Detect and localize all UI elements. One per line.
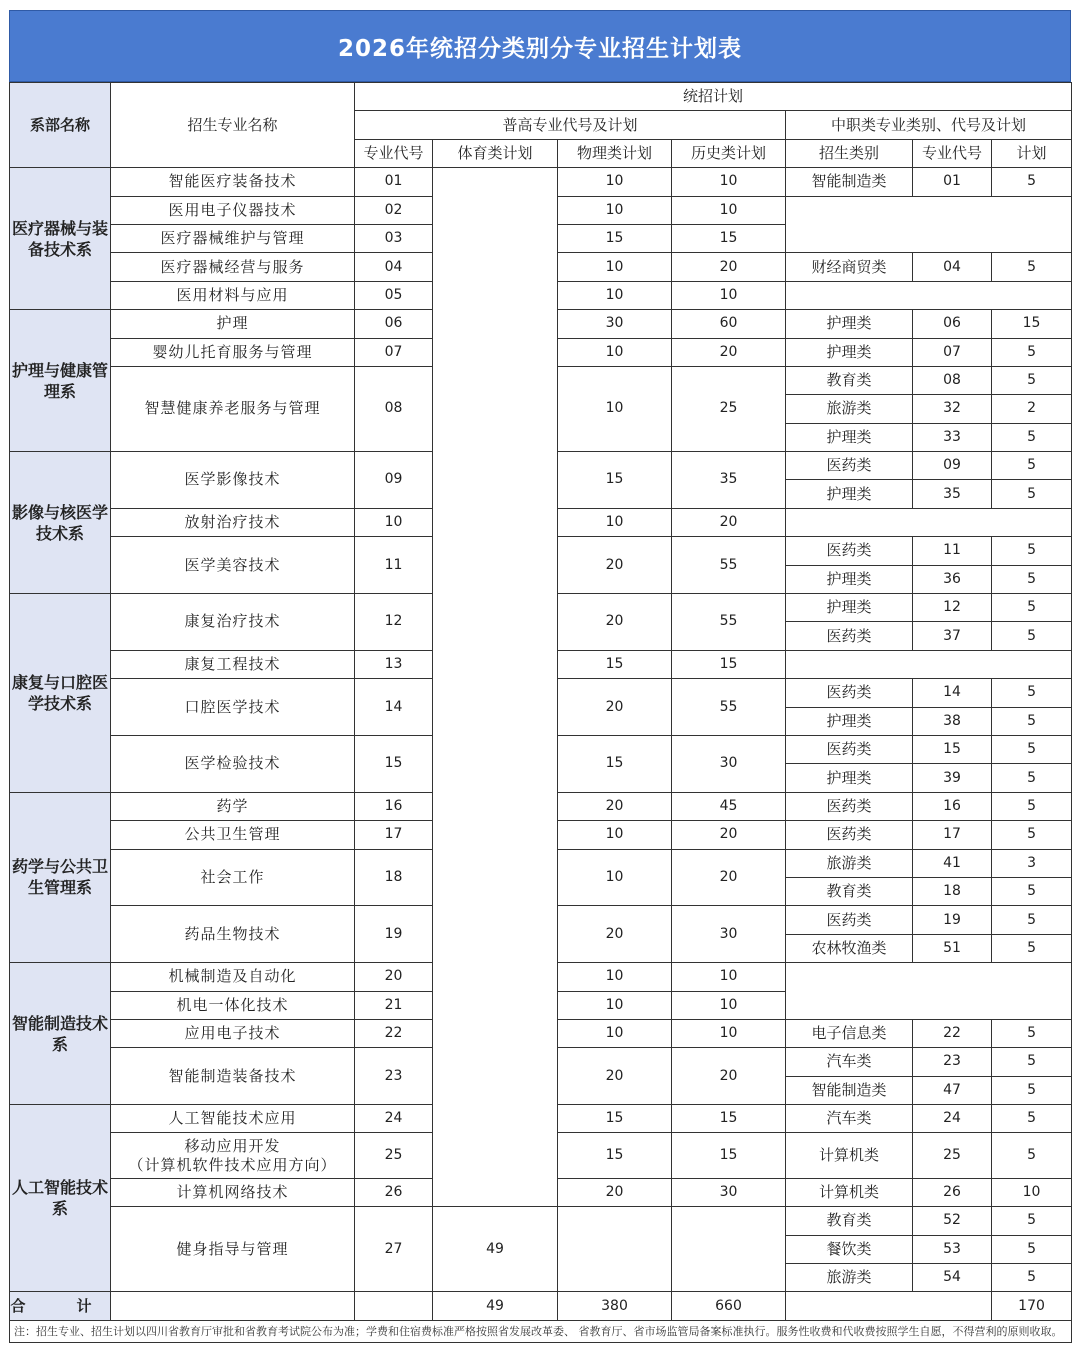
vocational-category: 教育类 — [786, 1207, 913, 1235]
header-dept: 系部名称 — [10, 83, 111, 168]
dept-name: 智能制造技术系 — [10, 963, 111, 1105]
history-plan: 55 — [672, 594, 786, 651]
history-plan: 20 — [672, 253, 786, 281]
physics-plan: 10 — [558, 821, 672, 849]
major-name — [111, 1105, 355, 1133]
major-name — [111, 849, 355, 906]
history-plan: 20 — [672, 849, 786, 906]
major-code: 05 — [355, 281, 433, 309]
vocational-plan: 5 — [992, 537, 1072, 565]
history-plan: 20 — [672, 1048, 786, 1105]
major-code: 22 — [355, 1019, 433, 1047]
totals-label: 合 计 — [10, 1292, 111, 1320]
vocational-plan: 3 — [992, 849, 1072, 877]
major-code: 20 — [355, 963, 433, 991]
totals-voc-blank — [786, 1292, 992, 1320]
major-code: 17 — [355, 821, 433, 849]
header-vcode: 专业代号 — [913, 139, 992, 167]
major-name-text: 护理 — [216, 314, 249, 333]
header-plan: 统招计划 — [355, 83, 1072, 111]
major-code: 16 — [355, 792, 433, 820]
vocational-plan: 5 — [992, 253, 1072, 281]
vocational-plan: 5 — [992, 707, 1072, 735]
vocational-category: 医药类 — [786, 821, 913, 849]
physics-plan: 10 — [558, 196, 672, 224]
history-plan: 10 — [672, 168, 786, 196]
major-name-text: 医用电子仪器技术 — [168, 200, 297, 219]
major-code: 04 — [355, 253, 433, 281]
physics-plan: 10 — [558, 849, 672, 906]
vocational-category: 教育类 — [786, 366, 913, 394]
physics-plan: 10 — [558, 963, 672, 991]
vocational-plan: 2 — [992, 395, 1072, 423]
vocational-category: 计算机类 — [786, 1178, 913, 1206]
major-name — [111, 792, 355, 820]
vocational-blank — [786, 963, 1072, 1020]
major-code: 23 — [355, 1048, 433, 1105]
major-name-text: 应用电子技术 — [184, 1024, 281, 1043]
vocational-plan: 5 — [992, 168, 1072, 196]
physics-plan: 20 — [558, 1048, 672, 1105]
header-general: 普高专业代号及计划 — [355, 111, 786, 139]
vocational-code: 16 — [913, 792, 992, 820]
dept-name: 医疗器械与装备技术系 — [10, 168, 111, 310]
major-name-text: 移动应用开发 — [184, 1136, 281, 1155]
vocational-code: 36 — [913, 565, 992, 593]
enrollment-plan-table — [9, 82, 1071, 1343]
vocational-plan: 15 — [992, 310, 1072, 338]
major-name — [111, 1207, 355, 1292]
sports-plan: 49 — [433, 1207, 558, 1292]
history-plan: 20 — [672, 338, 786, 366]
totals-row — [10, 1292, 1072, 1320]
major-name-text: 药学 — [216, 796, 249, 815]
vocational-code: 53 — [913, 1235, 992, 1263]
vocational-plan: 5 — [992, 934, 1072, 962]
dept-name: 人工智能技术系 — [10, 1105, 111, 1292]
vocational-plan: 5 — [992, 622, 1072, 650]
major-code: 12 — [355, 594, 433, 651]
vocational-code: 04 — [913, 253, 992, 281]
major-name-text: 智能制造装备技术 — [168, 1066, 297, 1085]
major-code: 09 — [355, 452, 433, 509]
physics-plan: 10 — [558, 1019, 672, 1047]
history-plan: 60 — [672, 310, 786, 338]
history-plan: 25 — [672, 366, 786, 451]
header-category: 招生类别 — [786, 139, 913, 167]
totals-code-blank — [355, 1292, 433, 1320]
history-plan: 15 — [672, 650, 786, 678]
major-name-text: 放射治疗技术 — [184, 513, 281, 532]
major-name — [111, 196, 355, 224]
vocational-code: 15 — [913, 735, 992, 763]
major-code: 18 — [355, 849, 433, 906]
sports-plan-blank — [433, 168, 558, 1207]
vocational-plan: 5 — [992, 423, 1072, 451]
vocational-category: 医药类 — [786, 679, 913, 707]
vocational-category: 医药类 — [786, 537, 913, 565]
vocational-category: 护理类 — [786, 310, 913, 338]
history-plan: 10 — [672, 1019, 786, 1047]
major-code: 25 — [355, 1133, 433, 1178]
major-name-text: 医用材料与应用 — [176, 285, 289, 304]
major-name-text: 医学影像技术 — [184, 470, 281, 489]
physics-plan: 15 — [558, 650, 672, 678]
totals-vplan: 170 — [992, 1292, 1072, 1320]
major-name-text: 计算机网络技术 — [176, 1183, 289, 1202]
major-name — [111, 253, 355, 281]
vocational-plan: 5 — [992, 679, 1072, 707]
major-name-text: 机电一体化技术 — [176, 995, 289, 1014]
vocational-plan: 5 — [992, 1133, 1072, 1178]
header-code: 专业代号 — [355, 139, 433, 167]
vocational-plan: 5 — [992, 366, 1072, 394]
vocational-code: 41 — [913, 849, 992, 877]
footnote: 注：招生专业、招生计划以四川省教育厅审批和省教育考试院公布为准；学费和住宿费标准严格按照省发展改革委、 省教育厅、省市场监管局备案标准执行。服务性收费和代收费按照学生自愿，不得营利的原则收取。 — [10, 1320, 1072, 1342]
vocational-code: 18 — [913, 877, 992, 905]
major-name — [111, 452, 355, 509]
major-name-text: 医学检验技术 — [184, 754, 281, 773]
history-plan: 30 — [672, 906, 786, 963]
major-name-text: 智能医疗装备技术 — [168, 172, 297, 191]
vocational-plan: 10 — [992, 1178, 1072, 1206]
history-plan: 10 — [672, 196, 786, 224]
major-name-text: 社会工作 — [200, 867, 265, 886]
physics-plan: 30 — [558, 310, 672, 338]
physics-plan: 10 — [558, 508, 672, 536]
major-name — [111, 963, 355, 991]
major-code: 11 — [355, 537, 433, 594]
vocational-code: 24 — [913, 1105, 992, 1133]
vocational-category: 旅游类 — [786, 395, 913, 423]
header-physics: 物理类计划 — [558, 139, 672, 167]
major-name-text: 机械制造及自动化 — [168, 967, 297, 986]
vocational-category: 护理类 — [786, 338, 913, 366]
vocational-category: 护理类 — [786, 565, 913, 593]
vocational-code: 26 — [913, 1178, 992, 1206]
history-plan: 30 — [672, 1178, 786, 1206]
history-plan: 55 — [672, 537, 786, 594]
header-vocational: 中职类专业类别、代号及计划 — [786, 111, 1072, 139]
physics-plan: 20 — [558, 537, 672, 594]
major-name — [111, 1178, 355, 1206]
vocational-category: 计算机类 — [786, 1133, 913, 1178]
history-plan: 35 — [672, 452, 786, 509]
table-row — [10, 168, 1072, 196]
vocational-code: 14 — [913, 679, 992, 707]
major-name — [111, 1019, 355, 1047]
vocational-code: 08 — [913, 366, 992, 394]
physics-plan: 20 — [558, 679, 672, 736]
major-code: 19 — [355, 906, 433, 963]
major-code: 27 — [355, 1207, 433, 1292]
major-name — [111, 906, 355, 963]
vocational-plan: 5 — [992, 906, 1072, 934]
vocational-category: 财经商贸类 — [786, 253, 913, 281]
history-plan: 30 — [672, 735, 786, 792]
major-name — [111, 168, 355, 196]
header-vplan: 计划 — [992, 139, 1072, 167]
vocational-code: 23 — [913, 1048, 992, 1076]
major-code: 14 — [355, 679, 433, 736]
vocational-blank — [786, 650, 1072, 678]
vocational-category: 农林牧渔类 — [786, 934, 913, 962]
major-code: 26 — [355, 1178, 433, 1206]
vocational-code: 47 — [913, 1076, 992, 1104]
major-name-text: 公共卫生管理 — [184, 825, 281, 844]
physics-plan: 10 — [558, 366, 672, 451]
vocational-code: 17 — [913, 821, 992, 849]
physics-plan: 20 — [558, 792, 672, 820]
major-name — [111, 537, 355, 594]
history-plan: 20 — [672, 508, 786, 536]
vocational-plan: 5 — [992, 764, 1072, 792]
history-plan: 15 — [672, 224, 786, 252]
major-name — [111, 224, 355, 252]
vocational-code: 12 — [913, 594, 992, 622]
history-plan: 55 — [672, 679, 786, 736]
major-code: 24 — [355, 1105, 433, 1133]
major-name — [111, 1048, 355, 1105]
vocational-blank — [786, 281, 1072, 309]
history-plan: 15 — [672, 1105, 786, 1133]
major-code: 06 — [355, 310, 433, 338]
major-name-text: 医疗器械经营与服务 — [160, 257, 305, 276]
major-name-subtitle: （计算机软件技术应用方向） — [128, 1155, 337, 1174]
major-code: 07 — [355, 338, 433, 366]
vocational-plan: 5 — [992, 1048, 1072, 1076]
vocational-plan: 5 — [992, 1207, 1072, 1235]
major-name — [111, 338, 355, 366]
history-plan — [672, 1207, 786, 1292]
vocational-plan: 5 — [992, 594, 1072, 622]
major-name — [111, 1133, 355, 1178]
header-sports: 体育类计划 — [433, 139, 558, 167]
major-name — [111, 650, 355, 678]
vocational-code: 33 — [913, 423, 992, 451]
vocational-category: 护理类 — [786, 764, 913, 792]
vocational-plan: 5 — [992, 792, 1072, 820]
physics-plan — [558, 1207, 672, 1292]
major-code: 21 — [355, 991, 433, 1019]
major-code: 15 — [355, 735, 433, 792]
major-name-text: 医学美容技术 — [184, 555, 281, 574]
vocational-code: 19 — [913, 906, 992, 934]
major-code: 03 — [355, 224, 433, 252]
history-plan: 20 — [672, 821, 786, 849]
vocational-code: 07 — [913, 338, 992, 366]
vocational-code: 09 — [913, 452, 992, 480]
vocational-category: 医药类 — [786, 622, 913, 650]
major-name — [111, 991, 355, 1019]
history-plan: 15 — [672, 1133, 786, 1178]
vocational-code: 54 — [913, 1264, 992, 1292]
vocational-code: 35 — [913, 480, 992, 508]
vocational-category: 护理类 — [786, 594, 913, 622]
vocational-category: 智能制造类 — [786, 1076, 913, 1104]
vocational-plan: 5 — [992, 877, 1072, 905]
physics-plan: 10 — [558, 338, 672, 366]
major-code: 13 — [355, 650, 433, 678]
vocational-category: 电子信息类 — [786, 1019, 913, 1047]
physics-plan: 15 — [558, 224, 672, 252]
vocational-plan: 5 — [992, 452, 1072, 480]
history-plan: 45 — [672, 792, 786, 820]
physics-plan: 10 — [558, 281, 672, 309]
vocational-category: 护理类 — [786, 423, 913, 451]
physics-plan: 20 — [558, 906, 672, 963]
vocational-category: 汽车类 — [786, 1048, 913, 1076]
major-name-text: 智慧健康养老服务与管理 — [144, 399, 321, 418]
vocational-code: 06 — [913, 310, 992, 338]
major-name — [111, 508, 355, 536]
major-name — [111, 594, 355, 651]
header-history: 历史类计划 — [672, 139, 786, 167]
major-name-text: 药品生物技术 — [184, 924, 281, 943]
physics-plan: 10 — [558, 991, 672, 1019]
vocational-category: 护理类 — [786, 480, 913, 508]
vocational-code: 52 — [913, 1207, 992, 1235]
dept-name: 影像与核医学技术系 — [10, 452, 111, 594]
vocational-blank — [786, 196, 1072, 253]
dept-name: 药学与公共卫生管理系 — [10, 792, 111, 962]
major-name — [111, 366, 355, 451]
vocational-plan: 5 — [992, 1019, 1072, 1047]
vocational-category: 医药类 — [786, 735, 913, 763]
vocational-plan: 5 — [992, 1264, 1072, 1292]
vocational-category: 护理类 — [786, 707, 913, 735]
history-plan: 10 — [672, 963, 786, 991]
vocational-code: 25 — [913, 1133, 992, 1178]
major-name-text: 口腔医学技术 — [184, 697, 281, 716]
totals-sports: 49 — [433, 1292, 558, 1320]
major-code: 02 — [355, 196, 433, 224]
totals-history: 660 — [672, 1292, 786, 1320]
table-row — [10, 1207, 1072, 1235]
major-name-text: 医疗器械维护与管理 — [160, 229, 305, 248]
vocational-category: 教育类 — [786, 877, 913, 905]
vocational-plan: 5 — [992, 338, 1072, 366]
vocational-category: 医药类 — [786, 792, 913, 820]
vocational-code: 32 — [913, 395, 992, 423]
totals-physics: 380 — [558, 1292, 672, 1320]
vocational-plan: 5 — [992, 480, 1072, 508]
vocational-code: 01 — [913, 168, 992, 196]
major-name — [111, 821, 355, 849]
vocational-category: 旅游类 — [786, 849, 913, 877]
major-code: 08 — [355, 366, 433, 451]
vocational-plan: 5 — [992, 1235, 1072, 1263]
vocational-blank — [786, 508, 1072, 536]
physics-plan: 10 — [558, 168, 672, 196]
major-name-text: 婴幼儿托育服务与管理 — [152, 342, 313, 361]
physics-plan: 15 — [558, 1105, 672, 1133]
vocational-plan: 5 — [992, 565, 1072, 593]
totals-major-blank — [111, 1292, 355, 1320]
major-name — [111, 310, 355, 338]
physics-plan: 15 — [558, 1133, 672, 1178]
header-major: 招生专业名称 — [111, 83, 355, 168]
vocational-code: 51 — [913, 934, 992, 962]
vocational-plan: 5 — [992, 821, 1072, 849]
dept-name: 康复与口腔医学技术系 — [10, 594, 111, 793]
vocational-code: 22 — [913, 1019, 992, 1047]
vocational-plan: 5 — [992, 735, 1072, 763]
major-name-text: 康复工程技术 — [184, 655, 281, 673]
vocational-category: 智能制造类 — [786, 168, 913, 196]
physics-plan: 15 — [558, 452, 672, 509]
major-name — [111, 679, 355, 736]
page-title: 2026年统招分类别分专业招生计划表 — [9, 10, 1071, 82]
physics-plan: 15 — [558, 735, 672, 792]
vocational-code: 38 — [913, 707, 992, 735]
vocational-code: 37 — [913, 622, 992, 650]
vocational-category: 汽车类 — [786, 1105, 913, 1133]
major-name — [111, 735, 355, 792]
major-name-text: 康复治疗技术 — [184, 612, 281, 631]
major-code: 10 — [355, 508, 433, 536]
vocational-category: 医药类 — [786, 452, 913, 480]
major-name-text: 健身指导与管理 — [176, 1239, 289, 1258]
major-name-text: 人工智能技术应用 — [168, 1109, 297, 1128]
history-plan: 10 — [672, 991, 786, 1019]
physics-plan: 20 — [558, 1178, 672, 1206]
physics-plan: 20 — [558, 594, 672, 651]
vocational-code: 11 — [913, 537, 992, 565]
vocational-category: 医药类 — [786, 906, 913, 934]
dept-name: 护理与健康管理系 — [10, 310, 111, 452]
physics-plan: 10 — [558, 253, 672, 281]
major-name — [111, 281, 355, 309]
major-code: 01 — [355, 168, 433, 196]
vocational-plan: 5 — [992, 1076, 1072, 1104]
vocational-code: 39 — [913, 764, 992, 792]
vocational-category: 餐饮类 — [786, 1235, 913, 1263]
vocational-category: 旅游类 — [786, 1264, 913, 1292]
history-plan: 10 — [672, 281, 786, 309]
vocational-plan: 5 — [992, 1105, 1072, 1133]
